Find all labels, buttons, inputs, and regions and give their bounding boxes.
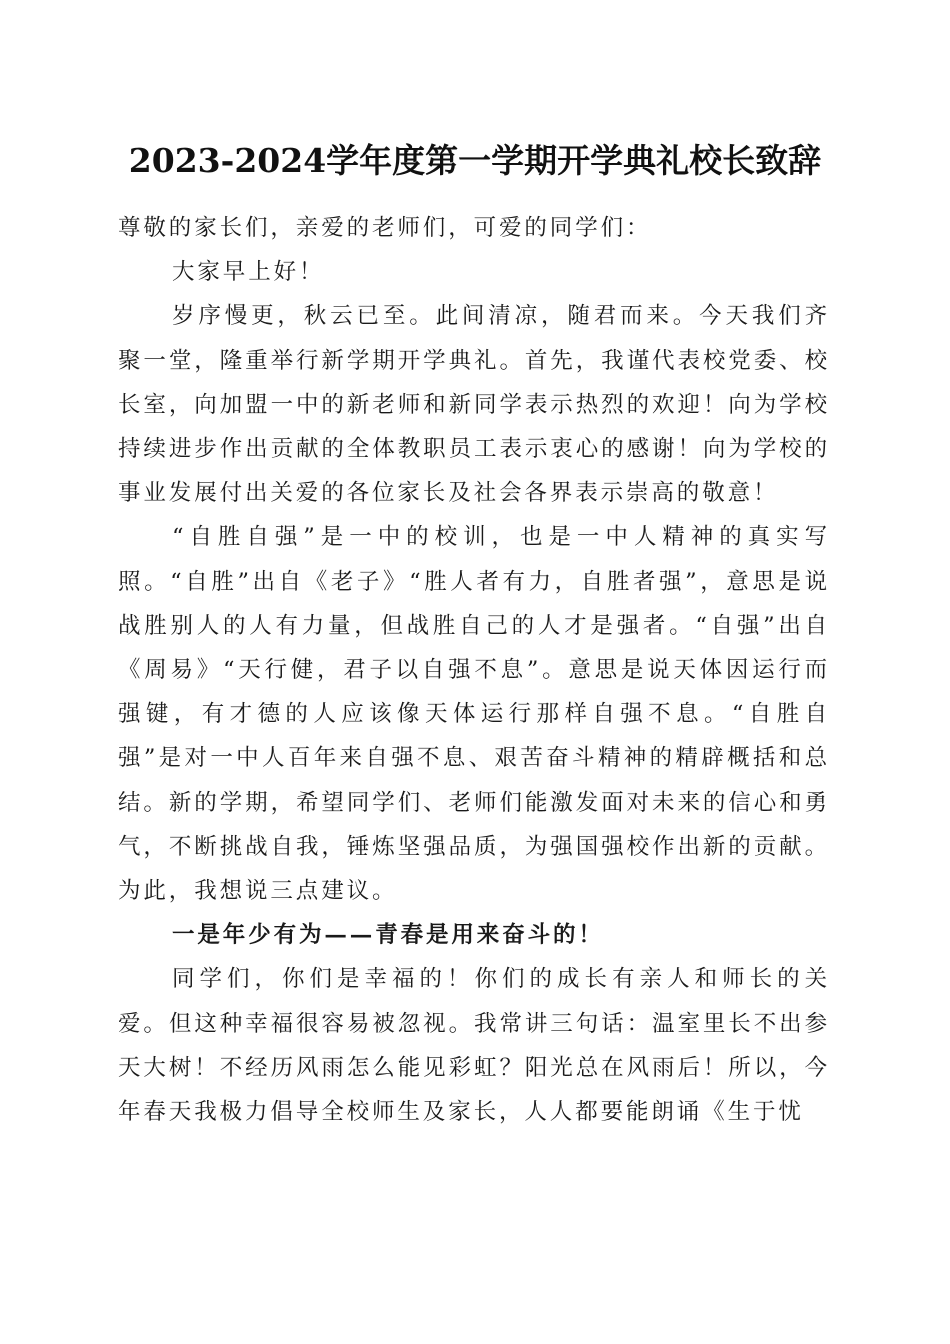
paragraph-school-motto: “自胜自强”是一中的校训，也是一中人精神的真实写照。“自胜”出自《老子》“胜人者有力，自胜者强”，意思是说战胜别人的人有力量，但战胜自己的人才是强者。“自强”出自《周易》“天行健，君子以自强不息”。意思是说天体因运行而强键，有才德的人应该像天体运行那样自强不息。“自胜自强”是对一中人百年来自强不息、艰苦奋斗精神的精辟概括和总结。新的学期，希望同学们、老师们能激发面对未来的信心和勇气，不断挑战自我，锤炼坚强品质，为强国强校作出新的贡献。为此，我想说三点建议。 [118,524,830,905]
document-title: 2023-2024学年度第一学期开学典礼校长致辞 [128,141,822,180]
paragraph-section-1: 同学们，你们是幸福的！你们的成长有亲人和师长的关爱。但这种幸福很容易被忽视。我常讲三句话：温室里长不出参天大树！不经历风雨怎么能见彩虹？阳光总在风雨后！所以，今年春天我极力倡导全校师生及家长，人人都要能朗诵《生于忧 [118,966,830,1126]
section-heading-1: 一是年少有为——青春是用来奋斗的！ [172,922,604,949]
paragraph-opening: 岁序慢更，秋云已至。此间清凉，随君而来。今天我们齐聚一堂，隆重举行新学期开学典礼。首先，我谨代表校党委、校长室，向加盟一中的新老师和新同学表示热烈的欢迎！向为学校持续进步作出贡献的全体教职员工表示衷心的感谢！向为学校的事业发展付出关爱的各位家长及社会各界表示崇高的敬意！ [118,303,830,507]
document-body [118,206,830,1134]
greeting: 大家早上好！ [172,259,325,286]
salutation: 尊敬的家长们，亲爱的老师们，可爱的同学们： [118,215,652,241]
